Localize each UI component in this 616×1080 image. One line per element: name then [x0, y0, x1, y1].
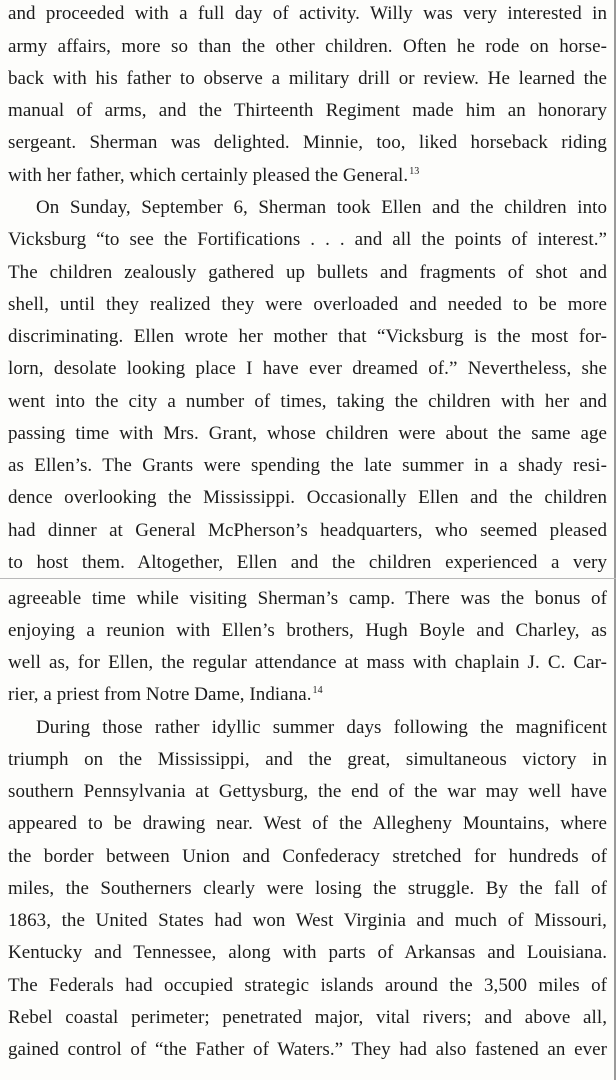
text-line: On Sunday, September 6, Sherman took Ellen and the children into — [36, 197, 607, 218]
text-line: back with his father to observe a military drill or review. He learned the — [8, 68, 607, 89]
text-line: army affairs, more so than the other children. Often he rode on horse- — [8, 36, 607, 57]
text-line: The children zealously gathered up bullets and fragments of shot and — [8, 262, 607, 283]
text-line: discriminating. Ellen wrote her mother that “Vicksburg is the most for- — [8, 326, 607, 347]
text-line: agreeable time while visiting Sherman’s camp. There was the bonus of — [8, 588, 607, 609]
text-line: manual of arms, and the Thirteenth Regiment made him an honorary — [8, 100, 607, 121]
footnote-marker-13: 13 — [409, 166, 420, 177]
text-line: 1863, the United States had won West Virginia and much of Missouri, — [8, 910, 607, 931]
text-line: sergeant. Sherman was delighted. Minnie, too, liked horseback riding — [8, 132, 607, 153]
text-line: as Ellen’s. The Grants were spending the late summer in a shady resi- — [8, 455, 607, 476]
text-line: the border between Union and Confederacy stretched for hundreds of — [8, 846, 607, 867]
text-line: The Federals had occupied strategic islands around the 3,500 miles of — [8, 975, 607, 996]
line-text: rier, a priest from Notre Dame, Indiana. — [8, 684, 312, 705]
text-line: shell, until they realized they were overloaded and needed to be more — [8, 294, 607, 315]
text-line — [8, 678, 607, 711]
text-line: Vicksburg “to see the Fortifications . . . and all the points of interest.” — [8, 229, 607, 250]
text-line: gained control of “the Father of Waters.” They had also fastened an ever — [8, 1039, 607, 1060]
text-line: During those rather idyllic summer days following the magnificent — [36, 717, 607, 738]
text-line: went into the city a number of times, taking the children with her and — [8, 391, 607, 412]
text-line: well as, for Ellen, the regular attendance at mass with chaplain J. C. Car- — [8, 652, 607, 673]
text-line: dence overlooking the Mississippi. Occasionally Ellen and the children — [8, 487, 607, 508]
text-line: lorn, desolate looking place I have ever dreamed of.” Nevertheless, she — [8, 358, 607, 379]
text-line: triumph on the Mississippi, and the great, simultaneous victory in — [8, 749, 607, 770]
text-line: passing time with Mrs. Grant, whose children were about the same age — [8, 423, 607, 444]
text-line: appeared to be drawing near. West of the Allegheny Mountains, where — [8, 813, 607, 834]
text-line: southern Pennsylvania at Gettysburg, the end of the war may well have — [8, 781, 607, 802]
text-line: to host them. Altogether, Ellen and the children experienced a very — [8, 552, 607, 573]
text-line: Kentucky and Tennessee, along with parts of Arkansas and Louisiana. — [8, 942, 607, 963]
line-text: with her father, which certainly pleased the General. — [8, 165, 409, 186]
text-line: had dinner at General McPherson’s headquarters, who seemed pleased — [8, 520, 607, 541]
text-line: miles, the Southerners clearly were losing the struggle. By the fall of — [8, 878, 607, 899]
text-line: Rebel coastal perimeter; penetrated major, vital rivers; and above all, — [8, 1007, 607, 1028]
text-line: and proceeded with a full day of activity. Willy was very interested in — [8, 3, 607, 24]
text-line — [8, 159, 607, 192]
footnote-marker-14: 14 — [312, 685, 323, 696]
text-line: enjoying a reunion with Ellen’s brothers, Hugh Boyle and Charley, as — [8, 620, 607, 641]
